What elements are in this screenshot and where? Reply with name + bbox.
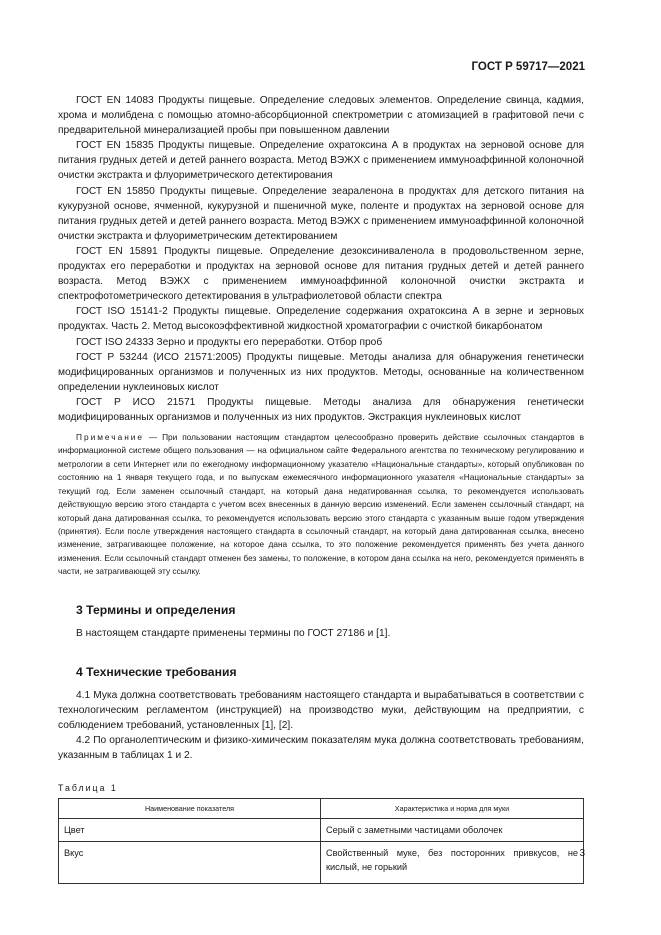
page-body — [58, 93, 584, 884]
section-4-heading: 4 Технические требования — [76, 664, 237, 679]
document-code: ГОСТ Р 59717—2021 — [471, 61, 585, 73]
reference-item: ГОСТ EN 15850 Продукты пищевые. Определение зеараленона в продуктах для детского питания на кукурузной основе, ячменной, кукурузной и пшеничной муке, поленте и продуктах на зерновой основе для питания грудных детей и детей раннего возраста. Метод ВЭЖХ с применением иммуноаффинной колоночной очистки экстракта и флуориметрическим детектированием — [58, 185, 584, 242]
note-text: — При пользовании настоящим стандартом целесообразно проверить действие ссылочных стандартов в информационной системе общего пользования — на официальном сайте Федерального агентства по техническому регулированию и метрологии в сети Интернет или по ежегодному информационному указателю «Национальные стандарты», который опубликован по состоянию на 1 января текущего года, и по выпускам ежемесячного информационного указателя «Национальные стандарты» за текущий год. Если заменен ссылочный стандарт, на который дана недатированная ссылка, то рекомендуется использовать действующую версию этого стандарта с учетом всех внесенных в данную версию изменений. Если заменен ссылочный стандарт, на который дана датированная ссылка, то рекомендуется использовать версию этого стандарта с указанным выше годом утверждения (принятия). Если после утверждения настоящего стандарта в ссылочный стандарт, на который дана датированная ссылка, внесено изменение, затрагивающее положение, на которое дана ссылка, то это положение рекомендуется применять без учета данного изменения. Если ссылочный стандарт отменен без замены, то положение, в котором дана ссылка на него, рекомендуется применять в части, не затрагивающей эту ссылку. — [58, 432, 584, 577]
table-row — [59, 842, 584, 884]
reference-item: ГОСТ ISO 15141-2 Продукты пищевые. Определение содержания охратоксина А в зерне и зерновых продуктах. Часть 2. Метод высокоэффективной жидкостной хроматографии с очисткой бикарбонатом — [58, 306, 584, 333]
table-1 — [58, 798, 584, 884]
table-caption: Таблица 1 — [58, 783, 118, 794]
table-header-row — [59, 799, 584, 819]
table-cell: Серый с заметными частицами оболочек — [321, 819, 584, 842]
table-cell: Вкус — [59, 842, 321, 884]
reference-item: ГОСТ Р 53244 (ИСО 21571:2005) Продукты пищевые. Методы анализа для обнаружения генетически модифицированных организмов и полученных из них продуктов. Методы, основанные на количественном определении нуклеиновых кислот — [58, 351, 584, 393]
column-header-indicator: Наименование показателя — [59, 799, 321, 819]
reference-item: ГОСТ EN 15891 Продукты пищевые. Определение дезоксиниваленола в продовольственном зерне, продуктах его переработки и продуктах на зерновой основе для питания грудных детей и детей раннего возраста. Метод ВЭЖХ с применением иммуноаффинной колоночной очистки экстракта и спектрофотометрического детектирования в ультрафиолетовой области спектра — [58, 245, 584, 303]
table-row — [59, 819, 584, 842]
reference-item: ГОСТ EN 14083 Продукты пищевые. Определение следовых элементов. Определение свинца, кадмия, хрома и молибдена с помощью атомно-абсорбционной спектрометрии с атомизацией в графитовой печи с предварительной минерализацией пробы при повышенном давлении — [58, 95, 584, 137]
page-number: 3 — [579, 848, 585, 859]
section-3-text: В настоящем стандарте применены термины по ГОСТ 27186 и [1]. — [76, 627, 391, 639]
reference-item: ГОСТ Р ИСО 21571 Продукты пищевые. Методы анализа для обнаружения генетически модифицированных организмов и полученных из них продуктов. Экстракция нуклеиновых кислот — [58, 396, 584, 423]
section-3-heading: 3 Термины и определения — [76, 602, 236, 617]
note-label: Примечание — [76, 432, 145, 443]
clause-4-2: 4.2 По органолептическим и физико-химическим показателям мука должна соответствовать требованиям, указанным в таблицах 1 и 2. — [58, 734, 584, 761]
note-block — [58, 431, 584, 578]
reference-item: ГОСТ EN 15835 Продукты пищевые. Определение охратоксина А в продуктах на зерновой основе для питания грудных детей и детей раннего возраста. Метод ВЭЖХ с применением иммуноаффинной колоночной очистки экстракта и флуориметрического детектирования — [58, 140, 584, 182]
column-header-characteristic: Характеристика и норма для муки — [321, 799, 584, 819]
reference-item: ГОСТ ISO 24333 Зерно и продукты его переработки. Отбор проб — [76, 336, 383, 348]
table-cell: Свойственный муке, без посторонних привкусов, не кислый, не горький — [321, 842, 584, 884]
clause-4-1: 4.1 Мука должна соответствовать требованиям настоящего стандарта и вырабатываться в соответствии с технологическим регламентом (инструкцией) на производство муки, действующим на предприятии, с соблюдением требований, установленных [1], [2]. — [58, 689, 584, 731]
table-cell: Цвет — [59, 819, 321, 842]
